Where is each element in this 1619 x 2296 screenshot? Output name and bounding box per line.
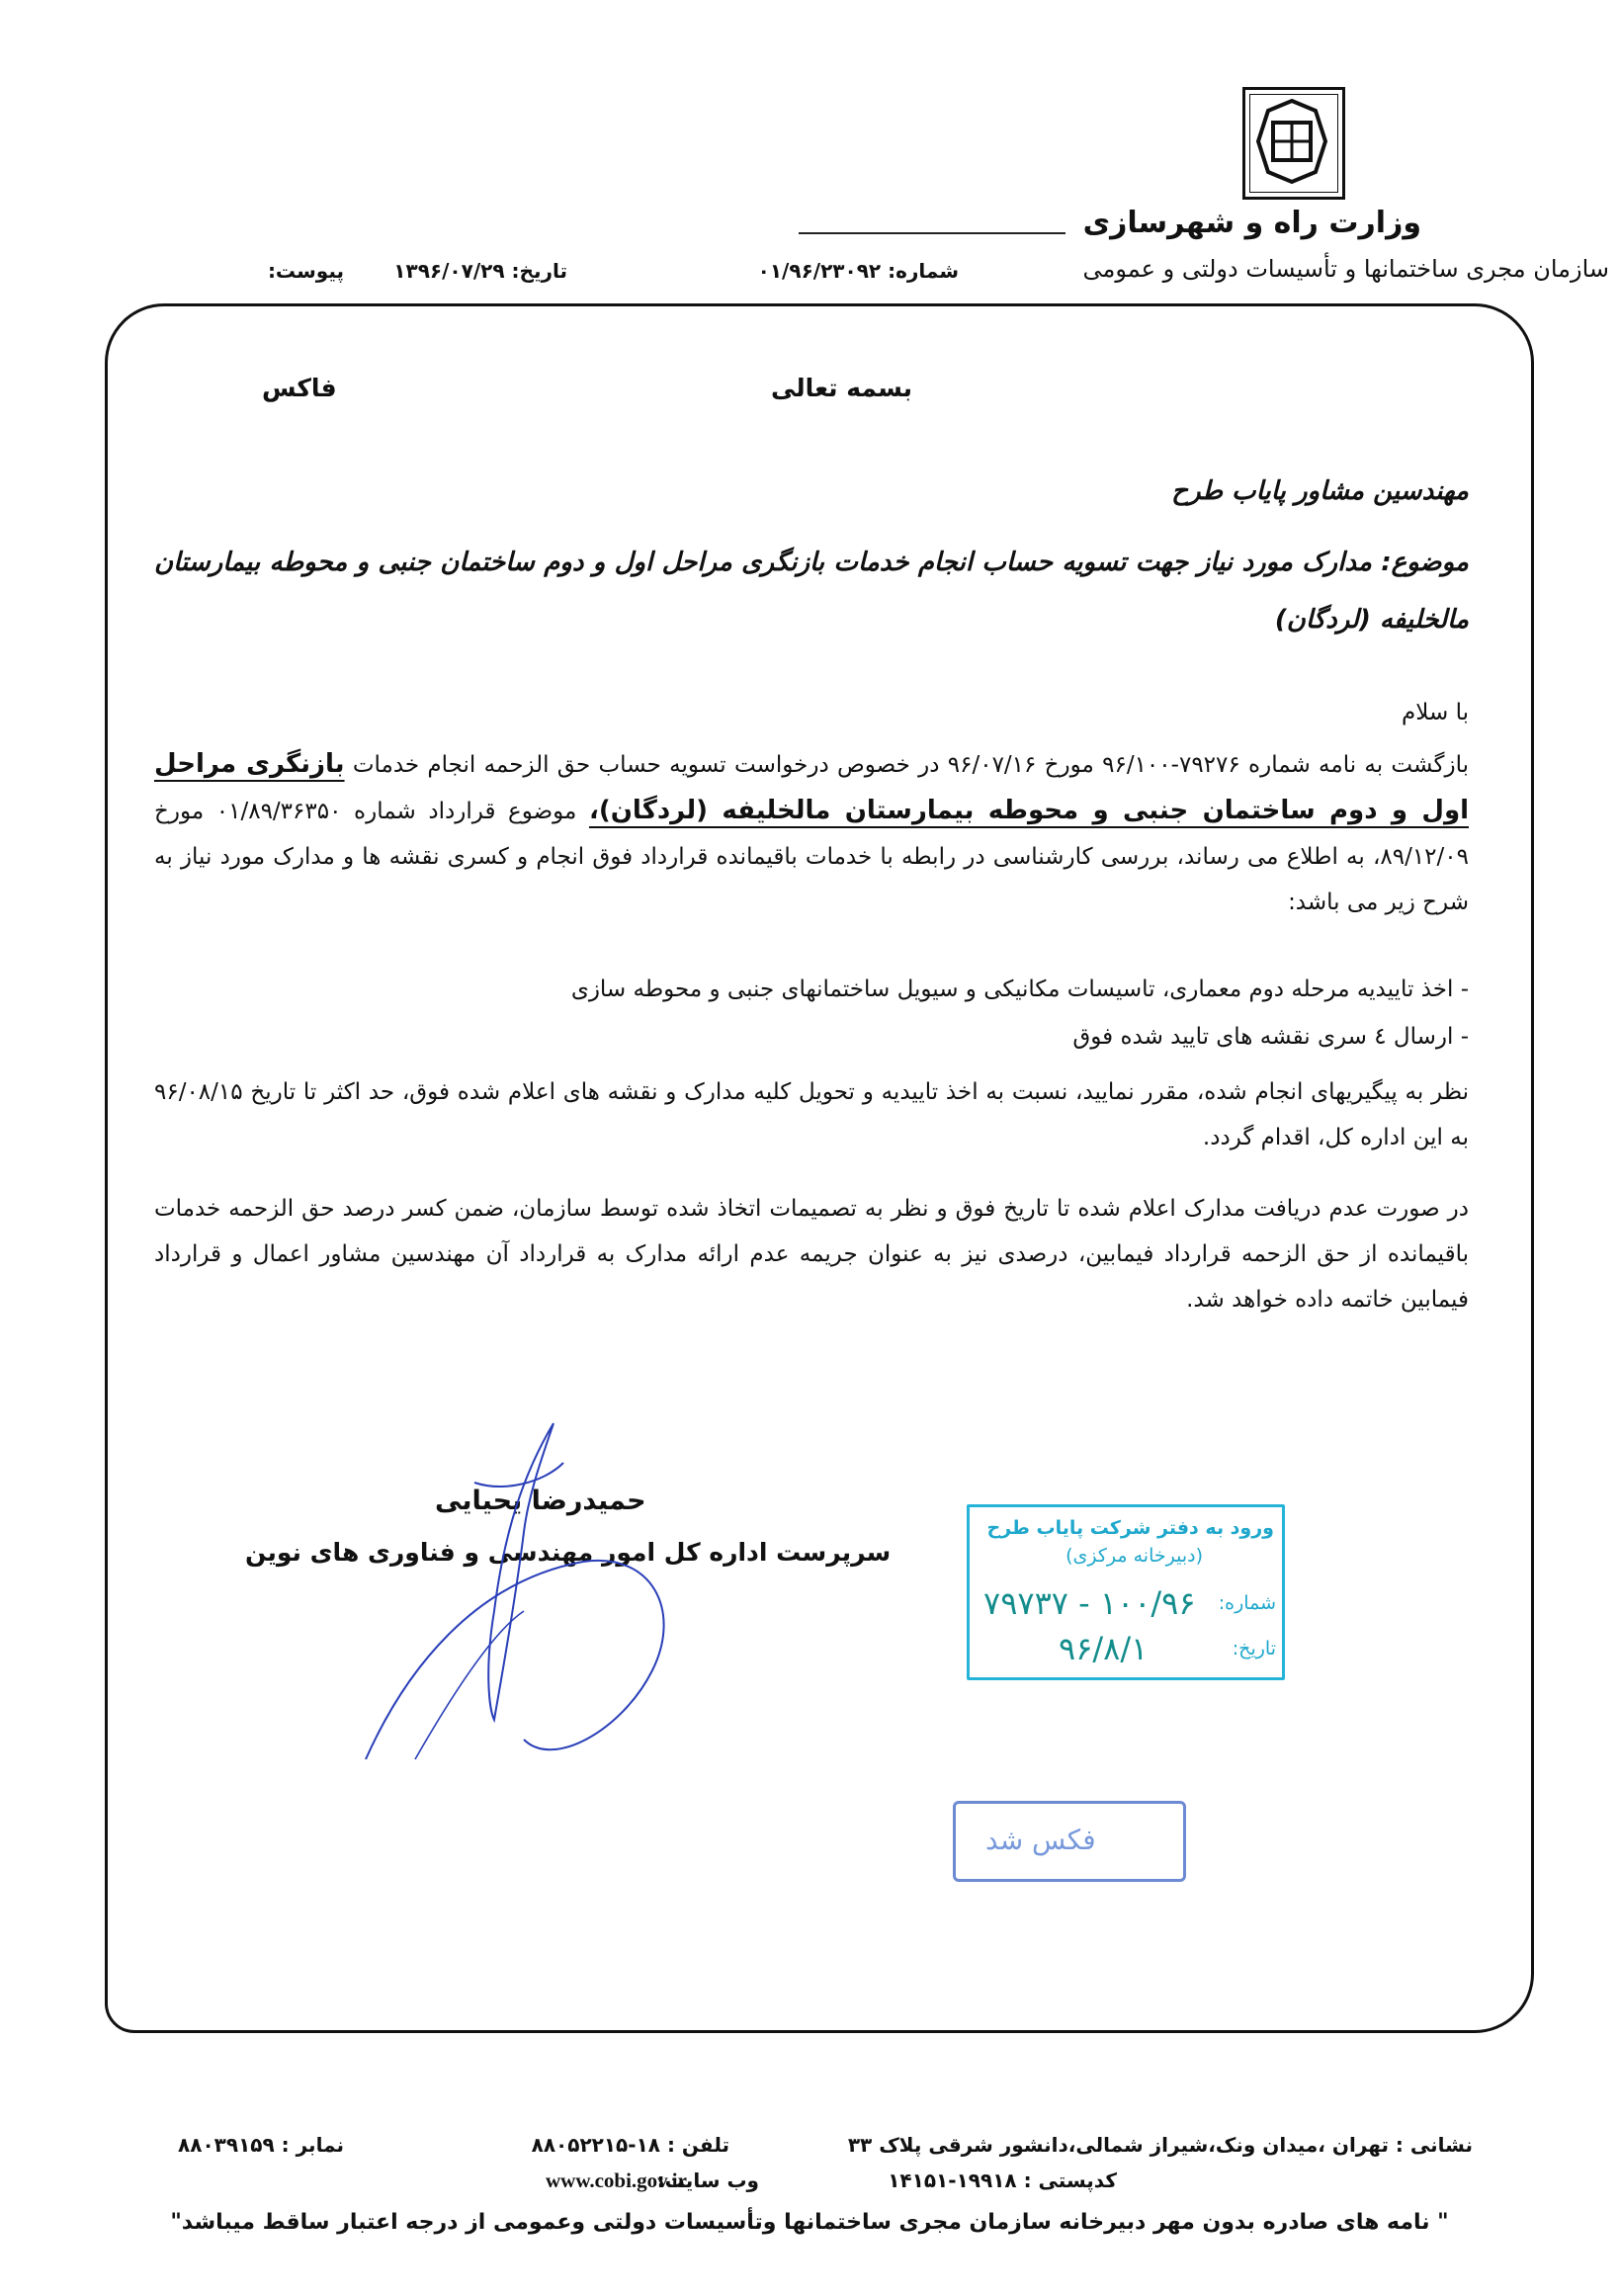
greeting: با سلام xyxy=(1402,700,1469,725)
footer-disclaimer: " نامه های صادره بدون مهر دبیرخانه سازمان مجری ساختمانها وتأسیسات دولتی وعمومی از درجه اعتبار ساقط میباشد" xyxy=(170,2210,1449,2235)
header-divider xyxy=(799,232,1065,234)
footer-fax: نمابر : ۸۸۰۳۹۱۵۹ xyxy=(178,2133,344,2157)
fax-sent-text: فکس شد xyxy=(985,1824,1096,1856)
signer-name: حمیدرضا یحیایی xyxy=(435,1486,646,1516)
invocation: بسمه تعالی xyxy=(771,374,913,402)
subject: موضوع: مدارک مورد نیاز جهت تسویه حساب انجام خدمات بازنگری مراحل اول و دوم ساختمان جنبی و محوطه بیمارستان مالخلیفه (لردگان) xyxy=(154,548,1469,635)
p1-end: موضوع قرارداد شماره ۰۱/۸۹/۳۶۳۵۰ مورخ ۸۹/۱۲/۰۹، به اطلاع می رساند، بررسی کارشناسی در رابطه با خدمات باقیمانده قرارداد فوق انجام و کسری نقشه ها و مدارک مورد نیاز به شرح زیر می باشد: xyxy=(154,799,1469,915)
letter-date xyxy=(393,259,567,283)
registry-stamp xyxy=(967,1504,1285,1680)
registry-date-value: ۹۶/۸/۱ xyxy=(1059,1630,1149,1667)
footer-website-label: وب سایت: xyxy=(656,2168,759,2192)
ministry-logo xyxy=(1242,87,1345,200)
body-paragraph-2: نظر به پیگیریهای انجام شده، مقرر نمایید، نسبت به اخذ تاییدیه و تحویل کلیه مدارک و نقشه های اعلام شده فوق، حد اکثر تا تاریخ ۹۶/۰۸/۱۵ به این اداره کل، اقدام گردد. xyxy=(154,1079,1469,1150)
footer-website-link[interactable]: www.cobi.gov.ir xyxy=(546,2168,687,2192)
window-octagon-logo-icon xyxy=(1249,94,1338,193)
body-paragraph-3: در صورت عدم دریافت مدارک اعلام شده تا تاریخ فوق و نظر به تصمیمات اتخاذ شده توسط سازمان، ضمن کسر درصد حق الزحمه خدمات باقیمانده از حق الزحمه قرارداد فیمابین، درصدی نیز به عنوان جریمه عدم ارائه مدارک به قرارداد آن مهندسین مشاور اعمال و قرارداد فیمابین خاتمه داده خواهد شد. xyxy=(154,1196,1469,1313)
registry-number-label: شماره: xyxy=(1218,1592,1276,1614)
ministry-name: وزارت راه و شهرسازی xyxy=(1082,206,1421,240)
requirement-item-1: - اخذ تاییدیه مرحله دوم معماری، تاسیسات مکانیکی و سیویل ساختمانهای جنبی و محوطه سازی xyxy=(570,977,1469,1002)
project-title: بازنگری مراحل اول و دوم ساختمان جنبی و محوطه بیمارستان مالخلیفه (لردگان)، xyxy=(154,749,1470,825)
logo-graphic xyxy=(1250,95,1333,188)
letter-number xyxy=(758,259,959,283)
letter-number-value: ۰۱/۹۶/۲۳۰۹۲ xyxy=(757,259,882,283)
body-paragraph-1 xyxy=(154,741,1469,925)
footer-address: نشانی : تهران ،میدان ونک،شیراز شمالی،دانشور شرقی پلاک ۳۳ xyxy=(847,2133,1473,2157)
letter-date-label: تاریخ: xyxy=(511,259,567,283)
organization-name: سازمان مجری ساختمانها و تأسیسات دولتی و عمومی xyxy=(1082,255,1609,283)
registry-date-label: تاریخ: xyxy=(1232,1638,1276,1659)
letter-date-value: ۱۳۹۶/۰۷/۲۹ xyxy=(393,259,505,283)
signer-title: سرپرست اداره کل امور مهندسی و فناوری های نوین xyxy=(245,1538,892,1567)
attachment-label: پیوست: xyxy=(267,259,344,283)
registry-stamp-title: ورود به دفتر شرکت پایاب طرح xyxy=(986,1517,1274,1539)
recipient: مهندسین مشاور پایاب طرح xyxy=(1171,476,1469,506)
registry-number-value: ۱۰۰/۹۶ - ۷۹۷۳۷ xyxy=(983,1584,1196,1622)
p1-start: بازگشت به نامه شماره ۷۹۲۷۶-۹۶/۱۰۰ مورخ ۹۶/۰۷/۱۶ در خصوص درخواست تسویه حساب حق الزحمه انجام خدمات xyxy=(344,752,1470,778)
requirement-item-2: - ارسال ٤ سری نقشه های تایید شده فوق xyxy=(1072,1024,1469,1050)
fax-sent-stamp xyxy=(953,1801,1186,1882)
letter-number-label: شماره: xyxy=(888,259,959,283)
registry-stamp-subtitle: (دبیرخانه مرکزی) xyxy=(1065,1545,1203,1567)
footer-postal-code: کدپستی : ۱۹۹۱۸-۱۴۱۵۱ xyxy=(888,2168,1117,2192)
footer-phone: تلفن : ۱۸-۸۸۰۵۲۲۱۵ xyxy=(531,2133,729,2157)
letter-type: فاکس xyxy=(262,374,337,402)
